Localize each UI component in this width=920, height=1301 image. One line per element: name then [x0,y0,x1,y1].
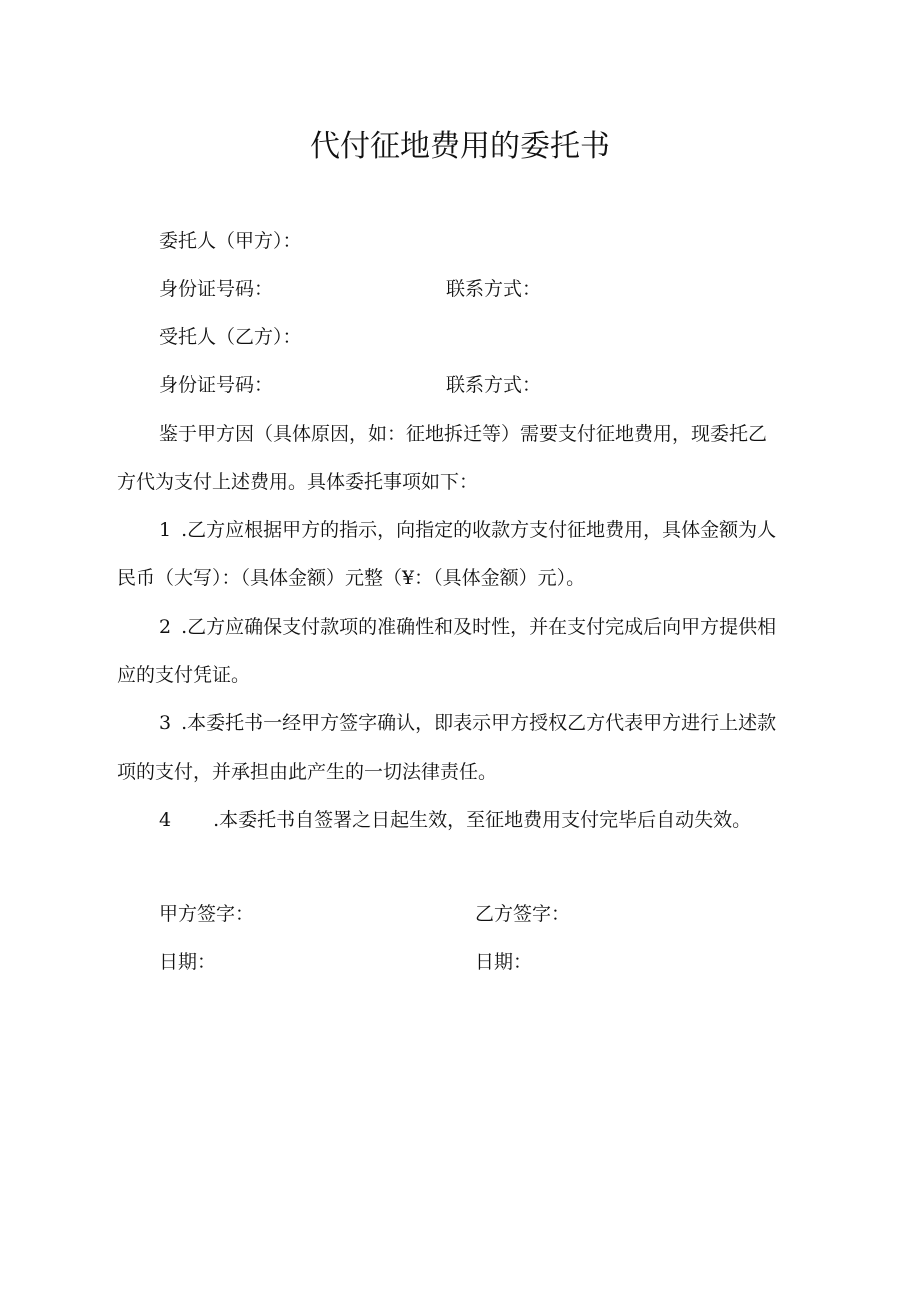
item-1-text: .乙方应根据甲方的指示，向指定的收款方支付征地费用，具体金额为人 [181,519,777,541]
intro-line-2: 方代为支付上述费用。具体委托事项如下： [117,471,479,493]
agent-id-label: 身份证号码： [159,374,274,396]
party-b-date-label: 日期： [475,951,533,973]
item-3-number: 3 [159,712,172,734]
document-title: 代付征地费用的委托书 [310,129,610,164]
item-2-line-1 [159,612,776,642]
agent-label: 受托人（乙方）： [159,326,302,348]
agent-contact-label: 联系方式： [446,374,542,396]
party-a-signature-label: 甲方签字： [159,903,255,925]
item-3-text: .本委托书一经甲方签字确认，即表示甲方授权乙方代表甲方进行上述款 [181,712,777,734]
item-3-line-2: 项的支付，并承担由此产生的一切法律责任。 [117,761,498,783]
principal-id-label: 身份证号码： [159,278,274,300]
item-4-number: 4 [159,809,172,831]
item-4-text: .本委托书自签署之日起生效，至征地费用支付完毕后自动失效。 [213,809,752,831]
item-1-line-1 [159,515,776,545]
item-4-line-1 [159,805,751,835]
item-3-line-1 [159,708,776,738]
item-1-line-2: 民币（大写）：（具体金额）元整（¥：（具体金额）元）。 [117,567,586,589]
party-a-date-label: 日期： [159,951,217,973]
item-2-number: 2 [159,616,172,638]
item-2-text: .乙方应确保支付款项的准确性和及时性，并在支付完成后向甲方提供相 [181,616,777,638]
party-b-signature-label: 乙方签字： [475,903,571,925]
item-1-number: 1 [159,519,172,541]
principal-label: 委托人（甲方）： [159,230,302,252]
intro-line-1: 鉴于甲方因（具体原因，如：征地拆迁等）需要支付征地费用，现委托乙 [159,423,768,445]
item-2-line-2: 应的支付凭证。 [117,664,251,686]
principal-contact-label: 联系方式： [446,278,542,300]
